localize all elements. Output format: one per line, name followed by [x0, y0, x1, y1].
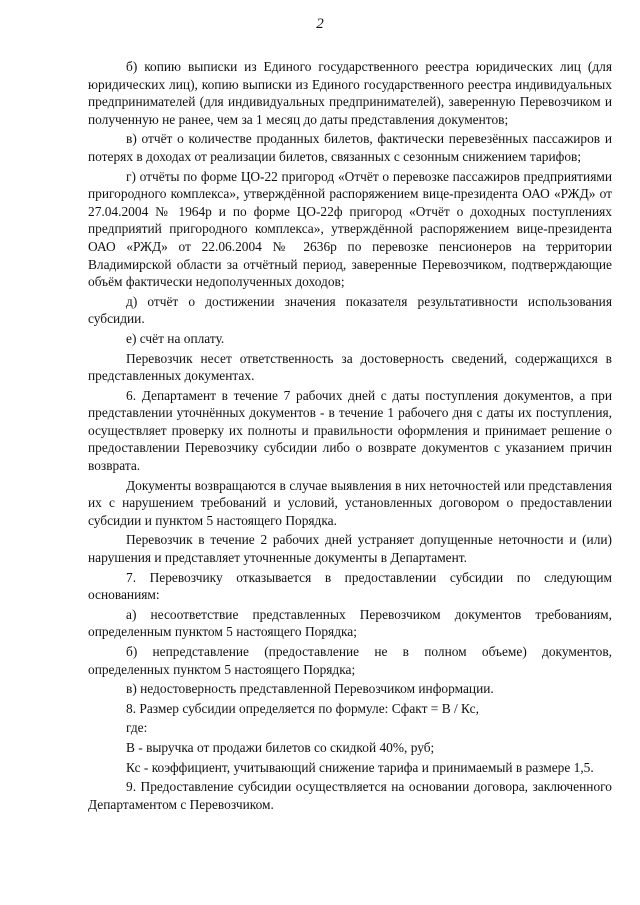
page-number: 2	[316, 16, 324, 32]
paragraph-formula-kc: Кс - коэффициент, учитывающий снижение тарифа и принимаемый в размере 1,5.	[126, 759, 594, 775]
document-body	[88, 58, 612, 813]
paragraph-refusal-v: в) недостоверность представленной Перевозчиком информации.	[126, 681, 494, 697]
paragraph-section-9: 9. Предоставление субсидии осуществляется на основании договора, заключенного Департаментом с Перевозчиком.	[88, 779, 612, 812]
paragraph-item-b: б) копию выписки из Единого государственного реестра юридических лиц (для юридических лиц), копию выписки из Единого государственного реестра индивидуальных предпринимателей (для индивидуальных предпринимателей), заверенную Перевозчиком и полученную не ранее, чем за 1 месяц до даты представления документов;	[88, 59, 612, 127]
paragraph-section-6: 6. Департамент в течение 7 рабочих дней с даты поступления документов, а при представлении уточнённых документов - в течение 1 рабочего дня с даты их поступления, осуществляет проверку их полноты и правильности оформления и принимает решение о предоставлении Перевозчику субсидии либо о возврате документов с указанием причин возврата.	[88, 387, 612, 474]
paragraph-carrier-corrects: Перевозчик в течение 2 рабочих дней устраняет допущенные неточности и (или) нарушения и представляет уточненные документы в Департамент.	[88, 532, 612, 566]
paragraph-where: где:	[126, 720, 148, 736]
paragraph-responsibility: Перевозчик несет ответственность за достоверность сведений, содержащихся в представленных документах.	[88, 350, 612, 384]
paragraph-refusal-a: а) несоответствие представленных Перевозчиком документов требованиям, определенным пунктом 5 настоящего Порядка;	[88, 606, 612, 640]
paragraph-section-8: 8. Размер субсидии определяется по формуле: Сфакт = В / Кс,	[126, 700, 479, 716]
paragraph-item-v: в) отчёт о количестве проданных билетов, фактически перевезённых пассажиров и потерях в доходах от реализации билетов, связанных с сезонным снижением тарифов;	[88, 131, 612, 164]
paragraph-item-g: г) отчёты по форме ЦО-22 пригород «Отчёт о перевозке пассажиров предприятиями пригородного комплекса», утверждённой распоряжением вице-президента ОАО «РЖД» от 27.04.2004 № 1964р и по форме ЦО-22ф пригород «Отчёт о доходных поступлениях предприятий пригородного комплекса», утверждённой распоряжением вице-президента ОАО «РЖД» от 22.06.2004 № 2636р по перевозке пенсионеров на территории Владимирской области за отчётный период, заверенные Перевозчиком, подтверждающие объём фактически недополученных доходов;	[88, 168, 612, 290]
paragraph-refusal-b: б) непредставление (предоставление не в полном объеме) документов, определенных пунктом 5 настоящего Порядка;	[88, 644, 612, 677]
paragraph-item-e: е) счёт на оплату.	[126, 330, 225, 346]
paragraph-item-d: д) отчёт о достижении значения показателя результативности использования субсидии.	[88, 293, 612, 327]
paragraph-formula-b: В - выручка от продажи билетов со скидкой 40%, руб;	[126, 739, 435, 755]
paragraph-section-7: 7. Перевозчику отказывается в предоставлении субсидии по следующим основаниям:	[88, 569, 612, 603]
paragraph-documents-returned: Документы возвращаются в случае выявления в них неточностей или представления их с нарушением требований и условий, установленных договором о предоставлении субсидии и пунктом 5 настоящего Порядка.	[88, 477, 612, 528]
